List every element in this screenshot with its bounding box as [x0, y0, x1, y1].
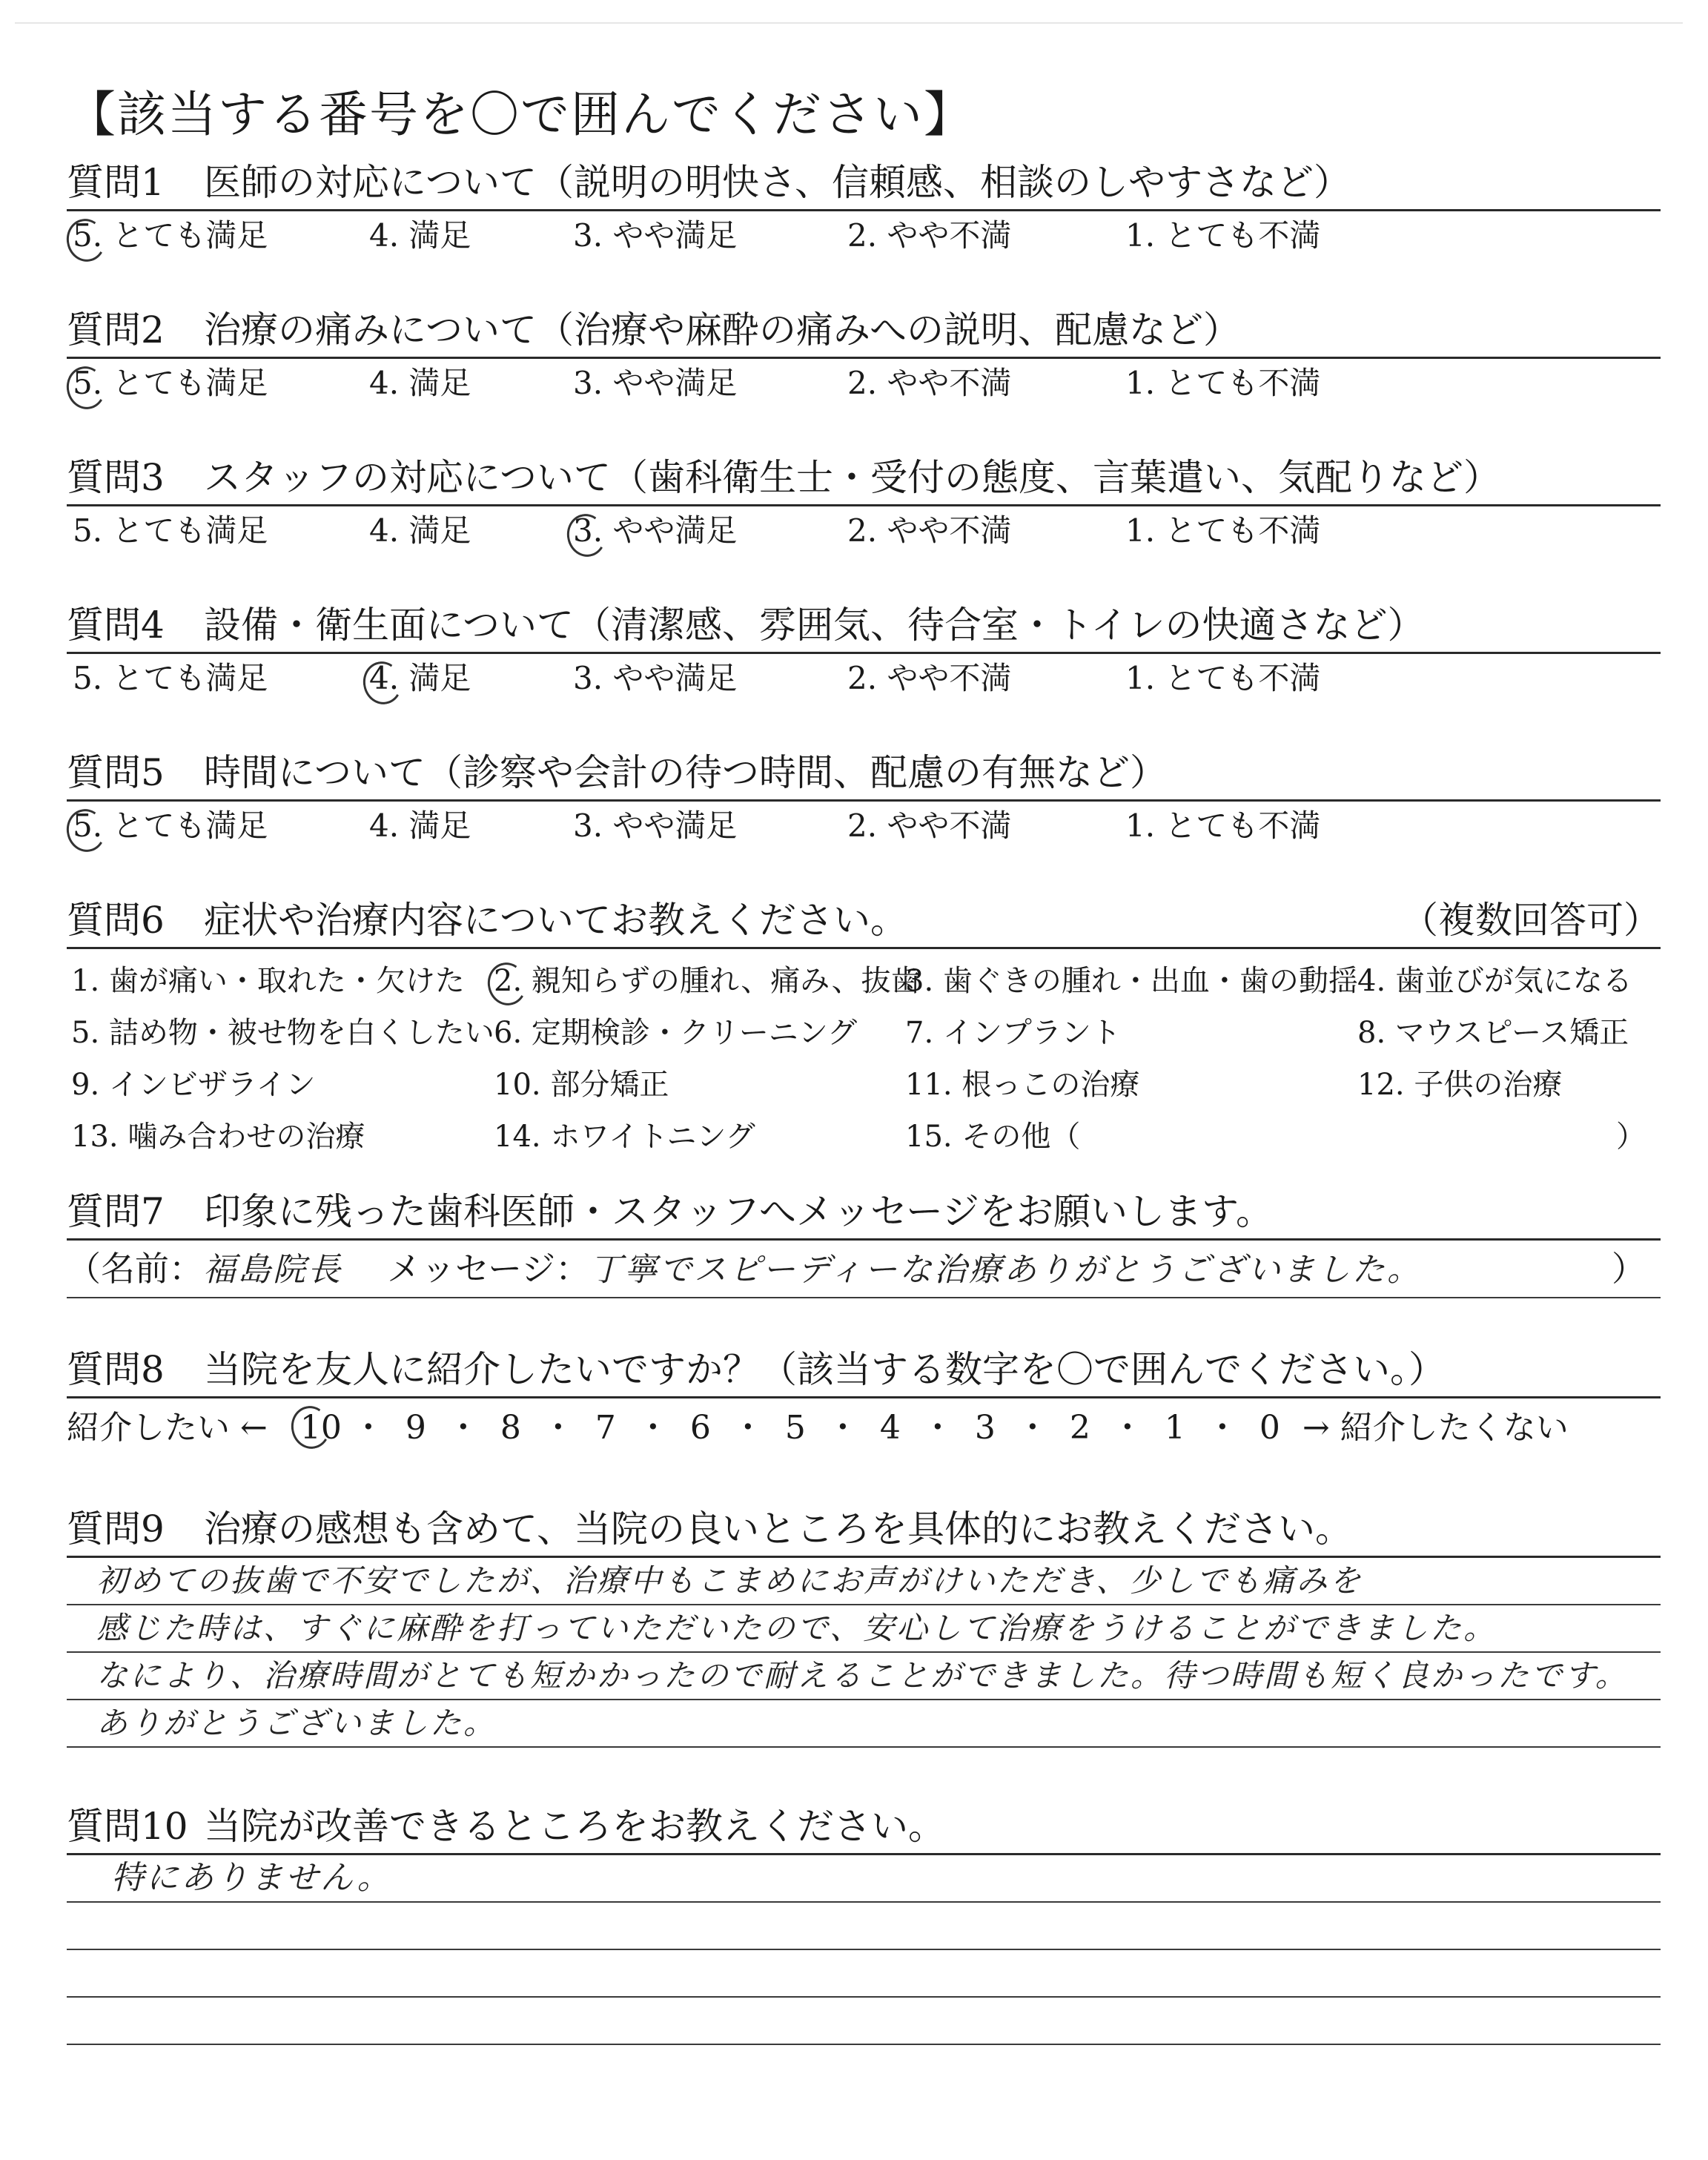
- symptom-option-7[interactable]: 7. インプラント: [905, 1016, 1121, 1050]
- handwritten-line[interactable]: 特にありません。: [67, 1855, 1661, 1903]
- question-text: 医師の対応について（説明の明快さ、信頼感、相談のしやすさなど）: [204, 161, 1351, 204]
- spacer: [67, 409, 1661, 451]
- options-row: [71, 1007, 1661, 1059]
- question-number: 質問2: [67, 308, 165, 351]
- rating-option-1[interactable]: 1. とても不満: [1125, 365, 1321, 401]
- name-value[interactable]: 福島院長: [203, 1251, 342, 1289]
- rating-choices: [67, 654, 1661, 704]
- question-7-heading: [67, 1185, 1661, 1241]
- symptom-options: [67, 949, 1661, 1163]
- spacer: [67, 852, 1661, 894]
- question-number: 質問10: [67, 1805, 188, 1848]
- rating-choices: [67, 359, 1661, 409]
- symptom-option-15[interactable]: 15. その他（: [905, 1120, 1081, 1154]
- rating-option-3[interactable]: 3. やや満足: [573, 660, 738, 696]
- scale-separator: ・: [446, 1409, 480, 1447]
- scale-value-9[interactable]: 9: [405, 1409, 426, 1447]
- rating-option-4[interactable]: 4. 満足: [369, 807, 471, 844]
- answer-line[interactable]: [67, 1998, 1661, 2045]
- answer-line[interactable]: [67, 1903, 1661, 1950]
- scale-separator: ・: [351, 1409, 385, 1447]
- scale-value-5[interactable]: 5: [784, 1409, 806, 1447]
- question-number: 質問5: [67, 751, 165, 794]
- question-5-heading: [67, 746, 1661, 802]
- question-text: 治療の痛みについて（治療や麻酔の痛みへの説明、配慮など）: [204, 308, 1240, 351]
- hand-drawn-circle: [287, 1402, 334, 1453]
- question-text: 印象に残った歯科医師・スタッフへメッセージをお願いします。: [204, 1190, 1273, 1233]
- scale-value-6[interactable]: 6: [689, 1409, 711, 1447]
- message-line: [67, 1241, 1661, 1298]
- rating-choices: [67, 506, 1661, 557]
- question-text: 当院を友人に紹介したいですか？（該当する数字を〇で囲んでください。）: [204, 1348, 1446, 1391]
- rating-option-5[interactable]: 5. とても満足: [73, 660, 268, 696]
- scale-separator: ・: [921, 1409, 954, 1447]
- rating-option-1[interactable]: 1. とても不満: [1125, 807, 1321, 844]
- scale-value-3[interactable]: 3: [974, 1409, 996, 1447]
- scale-value-2[interactable]: 2: [1069, 1409, 1090, 1447]
- handwritten-line[interactable]: 初めての抜歯で不安でしたが、治療中もこまめにお声がけいただき、少しでも痛みを: [67, 1558, 1661, 1605]
- close-paren: ）: [1612, 1249, 1646, 1289]
- rating-option-5[interactable]: 5. とても満足: [73, 802, 369, 852]
- message-label: メッセージ：: [387, 1249, 590, 1289]
- symptom-option-8[interactable]: 8. マウスピース矯正: [1357, 1016, 1629, 1050]
- recommend-scale: [67, 1398, 1661, 1458]
- rating-option-4[interactable]: 4. 満足: [369, 217, 471, 254]
- question-number: 質問6: [67, 899, 165, 942]
- question-text: 症状や治療内容についてお教えください。: [204, 899, 907, 942]
- form-title: 【該当する番号を〇で囲んでください】: [67, 86, 974, 143]
- question-number: 質問1: [67, 161, 165, 204]
- symptom-option-4[interactable]: 4. 歯並びが気になる: [1357, 964, 1632, 998]
- symptom-option-9[interactable]: 9. インビザライン: [71, 1068, 316, 1102]
- question-text: 時間について（診察や会計の待つ時間、配慮の有無など）: [204, 751, 1167, 794]
- multiple-answer-note: （複数回答可）: [1401, 899, 1661, 942]
- scale-separator: ・: [1016, 1409, 1049, 1447]
- question-text: スタッフの対応について（歯科衛生士・受付の態度、言葉遣い、気配りなど）: [204, 456, 1500, 499]
- scale-value-4[interactable]: 4: [879, 1409, 901, 1447]
- handwritten-line[interactable]: ありがとうございました。: [67, 1700, 1661, 1748]
- rating-option-4[interactable]: 4. 満足: [369, 365, 471, 401]
- question-4-heading: [67, 598, 1661, 654]
- question-number: 質問9: [67, 1507, 165, 1550]
- hand-drawn-circle: [63, 363, 110, 413]
- question-10-heading: [67, 1800, 1661, 1855]
- question-number: 質問4: [67, 604, 165, 647]
- rating-option-3[interactable]: 3. やや満足: [573, 506, 847, 557]
- improvement-answer[interactable]: [67, 1855, 1661, 1903]
- scale-value-7[interactable]: 7: [595, 1409, 616, 1447]
- symptom-option-13[interactable]: 13. 噛み合わせの治療: [71, 1120, 365, 1154]
- scale-separator: ・: [826, 1409, 859, 1447]
- rating-option-3[interactable]: 3. やや満足: [573, 807, 738, 844]
- question-1-heading: [67, 156, 1661, 211]
- spacer: [67, 704, 1661, 746]
- options-row: [71, 1111, 1661, 1163]
- rating-option-2[interactable]: 2. やや不満: [847, 217, 1012, 254]
- good-points-answer[interactable]: [67, 1558, 1661, 1748]
- question-text: 設備・衛生面について（清潔感、雰囲気、待合室・トイレの快適さなど）: [204, 604, 1425, 647]
- handwritten-line[interactable]: 感じた時は、すぐに麻酔を打っていただいたので、安心して治療をうけることができました。: [67, 1605, 1661, 1653]
- symptom-option-1[interactable]: 1. 歯が痛い・取れた・欠けた: [71, 964, 465, 998]
- options-row: [71, 955, 1661, 1007]
- options-row: [71, 1059, 1661, 1111]
- scale-value-1[interactable]: 1: [1164, 1409, 1185, 1447]
- symptom-option-12[interactable]: 12. 子供の治療: [1357, 1068, 1563, 1102]
- rating-option-2[interactable]: 2. やや不満: [847, 512, 1012, 549]
- symptom-option-10[interactable]: 10. 部分矯正: [494, 1068, 669, 1102]
- question-9-heading: [67, 1502, 1661, 1558]
- scale-separator: ・: [731, 1409, 764, 1447]
- symptom-option-14[interactable]: 14. ホワイトニング: [494, 1120, 755, 1154]
- survey-form: [67, 74, 1661, 2045]
- question-2-heading: [67, 303, 1661, 359]
- rating-questions: [67, 156, 1661, 894]
- symptom-option-6[interactable]: 6. 定期検診・クリーニング: [494, 1016, 858, 1050]
- hand-drawn-circle: [63, 215, 110, 265]
- rating-option-4[interactable]: 4. 満足: [369, 512, 471, 549]
- question-number: 質問8: [67, 1348, 165, 1391]
- rating-choices: [67, 802, 1661, 852]
- scale-separator: ・: [1110, 1409, 1144, 1447]
- symptom-option-3[interactable]: 3. 歯ぐきの腫れ・出血・歯の動揺: [905, 964, 1358, 998]
- scale-separator: ・: [1205, 1409, 1239, 1447]
- rating-option-2[interactable]: 2. やや不満: [847, 365, 1012, 401]
- rating-option-5[interactable]: 5. とても満足: [73, 512, 268, 549]
- rating-option-4[interactable]: 4. 満足: [369, 654, 573, 704]
- scale-items: [297, 1398, 1294, 1458]
- symptom-option-11[interactable]: 11. 根っこの治療: [905, 1068, 1140, 1102]
- close-paren: ）: [1616, 1120, 1646, 1154]
- rating-option-2[interactable]: 2. やや不満: [847, 807, 1012, 844]
- question-text: 当院が改善できるところをお教えください。: [204, 1805, 945, 1848]
- rating-option-1[interactable]: 1. とても不満: [1125, 217, 1321, 254]
- rating-option-3[interactable]: 3. やや満足: [573, 217, 738, 254]
- rating-option-1[interactable]: 1. とても不満: [1125, 512, 1321, 549]
- rating-option-5[interactable]: 5. とても満足: [73, 359, 369, 409]
- scale-separator: ・: [636, 1409, 669, 1447]
- rating-option-5[interactable]: 5. とても満足: [73, 211, 369, 262]
- question-8-heading: [67, 1343, 1661, 1398]
- question-number: 質問7: [67, 1190, 165, 1233]
- question-3-heading: [67, 451, 1661, 506]
- rating-option-2[interactable]: 2. やや不満: [847, 660, 1012, 696]
- spacer: [67, 557, 1661, 598]
- answer-line[interactable]: [67, 1950, 1661, 1998]
- name-label: （名前：: [67, 1249, 203, 1289]
- question-number: 質問3: [67, 456, 165, 499]
- rating-option-1[interactable]: 1. とても不満: [1125, 660, 1321, 696]
- scale-left-label: 紹介したい ←: [67, 1409, 268, 1447]
- scale-value-10[interactable]: 10: [297, 1398, 345, 1458]
- rating-choices: [67, 211, 1661, 262]
- message-value[interactable]: 丁寧でスピーディーな治療ありがとうございました。: [589, 1251, 1422, 1289]
- spacer: [67, 262, 1661, 303]
- symptom-option-5[interactable]: 5. 詰め物・被せ物を白くしたい: [71, 1016, 494, 1050]
- question-text: 治療の感想も含めて、当院の良いところを具体的にお教えください。: [204, 1507, 1352, 1550]
- scale-separator: ・: [541, 1409, 575, 1447]
- scale-value-8[interactable]: 8: [500, 1409, 521, 1447]
- handwritten-line[interactable]: なにより、治療時間がとても短かかったので耐えることができました。待つ時間も短く良かったです。: [67, 1653, 1661, 1700]
- scale-right-label: → 紹介したくない: [1302, 1409, 1569, 1447]
- question-6-heading: [67, 894, 1661, 949]
- hand-drawn-circle: [63, 805, 110, 856]
- top-edge-line: [15, 22, 1683, 24]
- scale-value-0[interactable]: 0: [1259, 1409, 1280, 1447]
- rating-option-3[interactable]: 3. やや満足: [573, 365, 738, 401]
- symptom-option-2[interactable]: 2. 親知らずの腫れ、痛み、抜歯: [494, 955, 905, 1007]
